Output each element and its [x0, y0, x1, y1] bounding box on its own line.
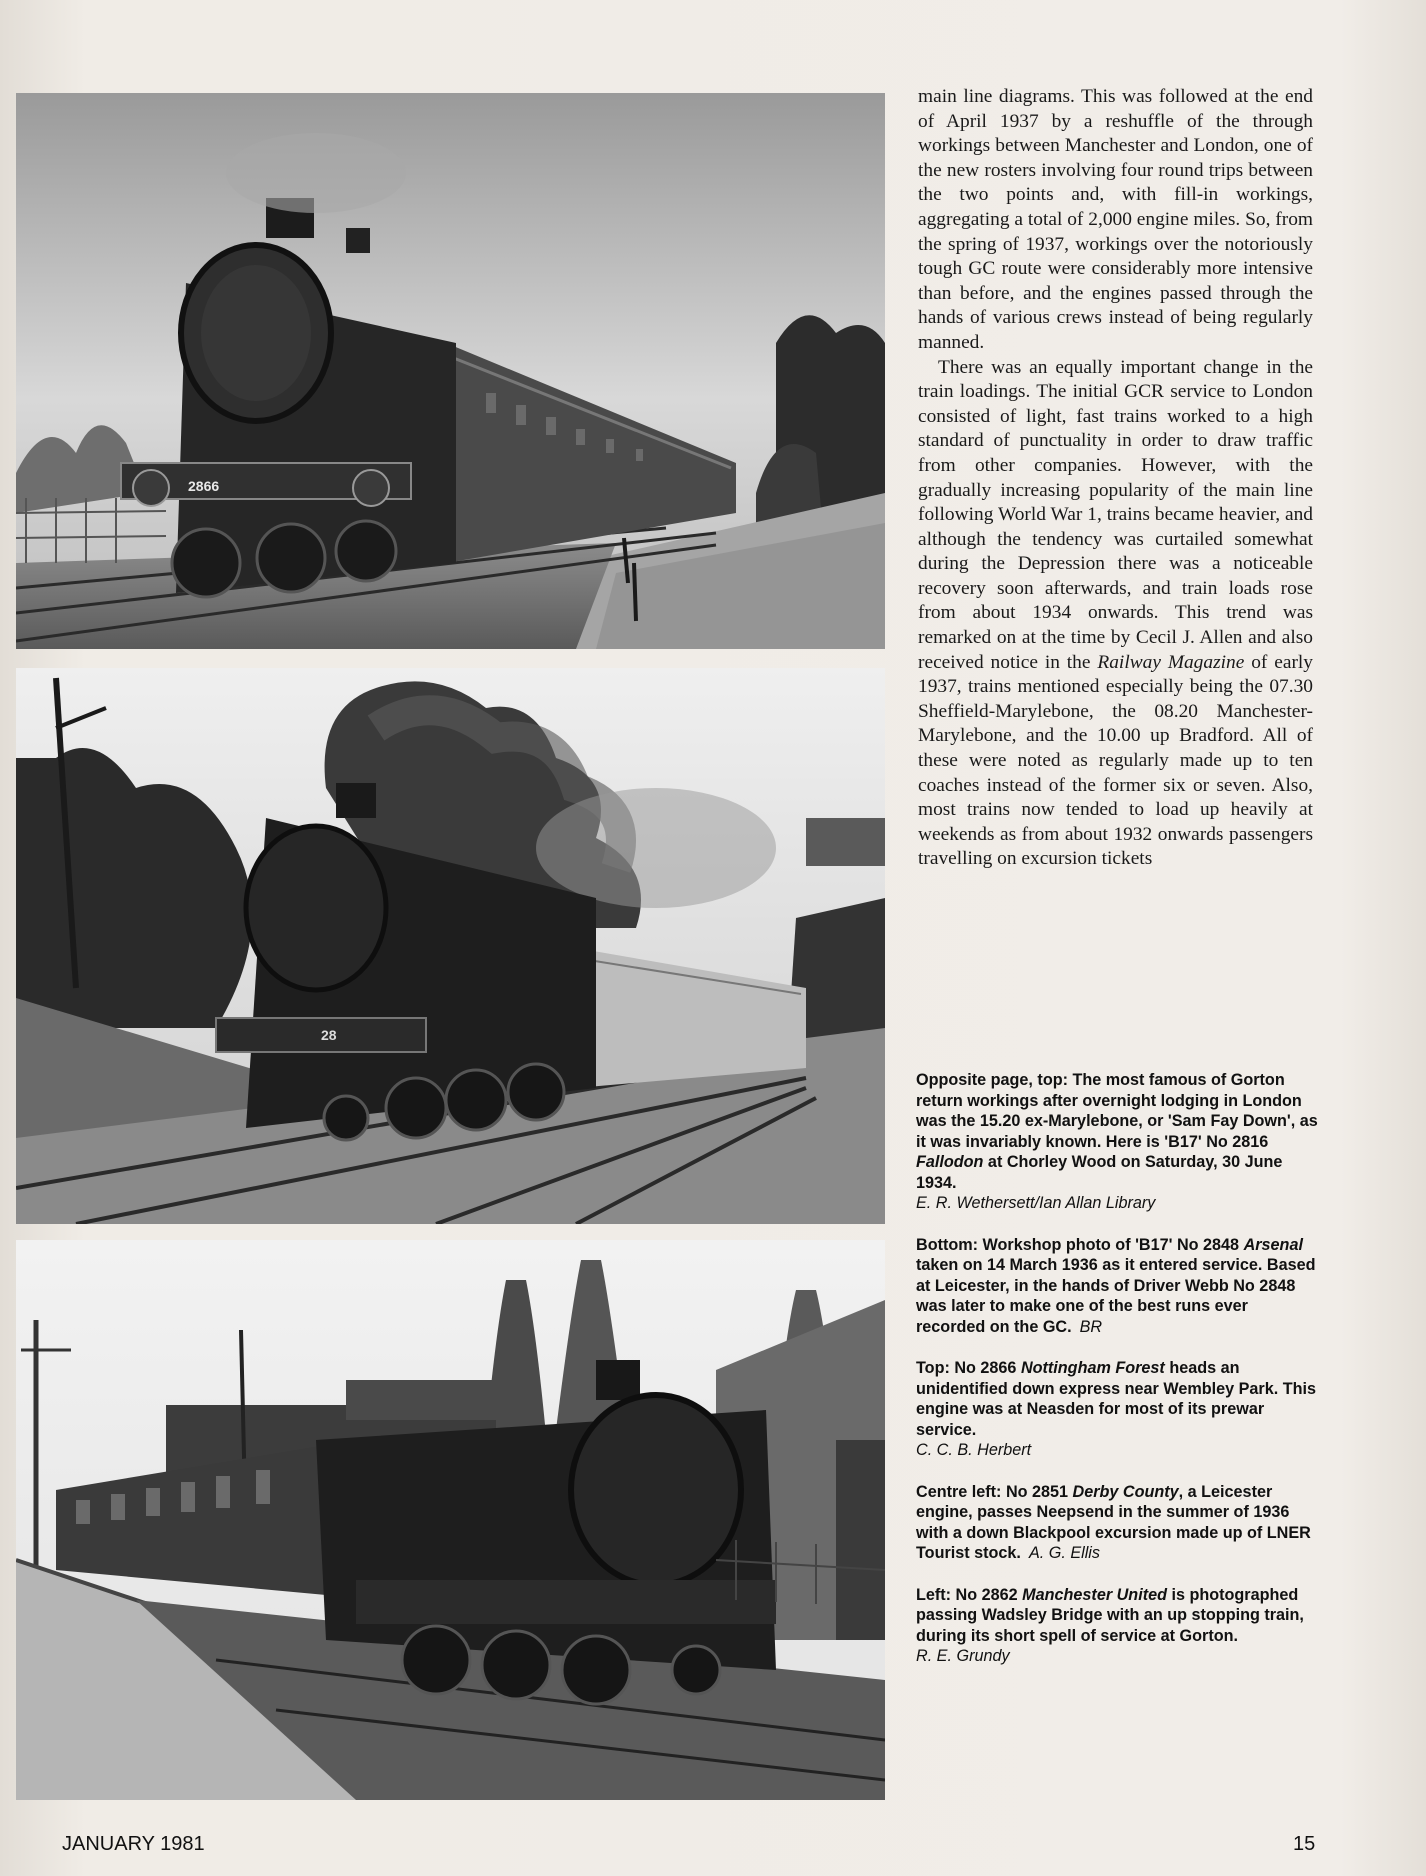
caption-opposite-top-credit: E. R. Wethersett/Ian Allan Library	[916, 1194, 1156, 1212]
issue-date: JANUARY 1981	[62, 1833, 205, 1855]
caption-top-italic: Nottingham Forest	[1020, 1359, 1165, 1377]
locomotive-photo-centre	[16, 668, 885, 1224]
page-number: 15	[1293, 1833, 1316, 1855]
caption-opposite-top-italic: Fallodon	[916, 1153, 984, 1171]
photo-nottingham-forest	[16, 93, 885, 649]
caption-top-text-b: heads an unidentified down express near Wembley Park. This engine was at Neasden for most of its prewar service.	[916, 1359, 1317, 1439]
caption-centre-left-credit: A. G. Ellis	[1028, 1544, 1100, 1562]
photo-derby-county	[16, 668, 885, 1224]
caption-top	[916, 1358, 1318, 1461]
body-paragraph-2-part-a: There was an equally important change in the train loadings. The initial GCR service to London consisted of light, fast trains worked to a high standard of punctuality in order to draw traffic from other companies. However, with the gradually increasing popularity of the main line following World War 1, trains became heavier, and although the tendency was curtailed somewhat during the Depression there was a noticeable recovery soon afterwards, and train loads rose from about 1934 onwards. This trend was remarked on at the time by Cecil J. Allen and also received notice in the	[918, 356, 1313, 673]
photo-manchester-united	[16, 1240, 885, 1800]
article-body-text	[918, 85, 1313, 872]
locomotive-photo-bottom	[16, 1240, 885, 1800]
caption-centre-left-italic: Derby County	[1072, 1482, 1179, 1501]
loco-number-plate-2866: 2866	[188, 478, 220, 494]
caption-bottom-text-b: taken on 14 March 1936 as it entered service. Based at Leicester, in the hands of Driver Webb No 2848 was later to make one of the best runs ever recorded on the GC.	[916, 1256, 1316, 1336]
locomotive-photo-top	[16, 93, 885, 649]
caption-bottom-text-a: Bottom: Workshop photo of 'B17' No 2848	[916, 1235, 1244, 1254]
caption-left	[916, 1585, 1318, 1667]
caption-bottom	[916, 1235, 1318, 1338]
caption-bottom-italic: Arsenal	[1243, 1235, 1303, 1254]
caption-left-text-a: Left: No 2862	[916, 1585, 1023, 1604]
caption-opposite-top-text-b: at Chorley Wood on Saturday, 30 June 1934.	[916, 1153, 1283, 1192]
body-paragraph-2	[918, 356, 1313, 872]
caption-top-credit: C. C. B. Herbert	[916, 1441, 1032, 1459]
caption-top-text-a: Top: No 2866	[916, 1359, 1021, 1377]
caption-opposite-top-text-a: Opposite page, top: The most famous of Gorton return workings after overnight lodging in London was the 15.20 ex-Marylebone, or 'Sam Fay Down', as it was invariably known. Here is 'B17' No 2816	[916, 1071, 1318, 1151]
caption-left-credit: R. E. Grundy	[916, 1647, 1010, 1665]
caption-bottom-credit: BR	[1079, 1317, 1103, 1336]
photo-captions	[916, 1070, 1318, 1688]
caption-centre-left	[916, 1482, 1318, 1564]
body-paragraph-2-part-b: of early 1937, trains mentioned especially being the 07.30 Sheffield-Marylebone, the 08.20 Manchester-Marylebone, and the 10.00 up Bradford. All of these were noted as regularly made up to ten coaches instead of the former six or seven. Also, most trains now tended to load up heavily at weekends as from about 1932 onwards passengers travelling on excursion tickets	[918, 651, 1314, 870]
railway-magazine-title: Railway Magazine	[1097, 651, 1245, 673]
caption-centre-left-text-b: , a Leicester engine, passes Neepsend in the summer of 1936 with a down Blackpool excursion made up of LNER Tourist stock.	[916, 1482, 1311, 1562]
caption-centre-left-text-a: Centre left: No 2851	[916, 1482, 1073, 1501]
caption-left-text-b: is photographed passing Wadsley Bridge with an up stopping train, during its short spell of service at Gorton.	[916, 1585, 1304, 1645]
caption-left-italic: Manchester United	[1022, 1585, 1167, 1604]
body-paragraph-1: main line diagrams. This was followed at the end of April 1937 by a reshuffle of the through workings between Manchester and London, one of the new rosters involving four round trips between the two points and, with fill-in workings, aggregating a total of 2,000 engine miles. So, from the spring of 1937, workings over the notoriously tough GC route were considerably more intensive than before, and the engines passed through the hands of various crews instead of being regularly manned.	[918, 86, 1313, 353]
loco-number-plate-28: 28	[321, 1027, 337, 1043]
caption-opposite-page-top	[916, 1070, 1318, 1214]
